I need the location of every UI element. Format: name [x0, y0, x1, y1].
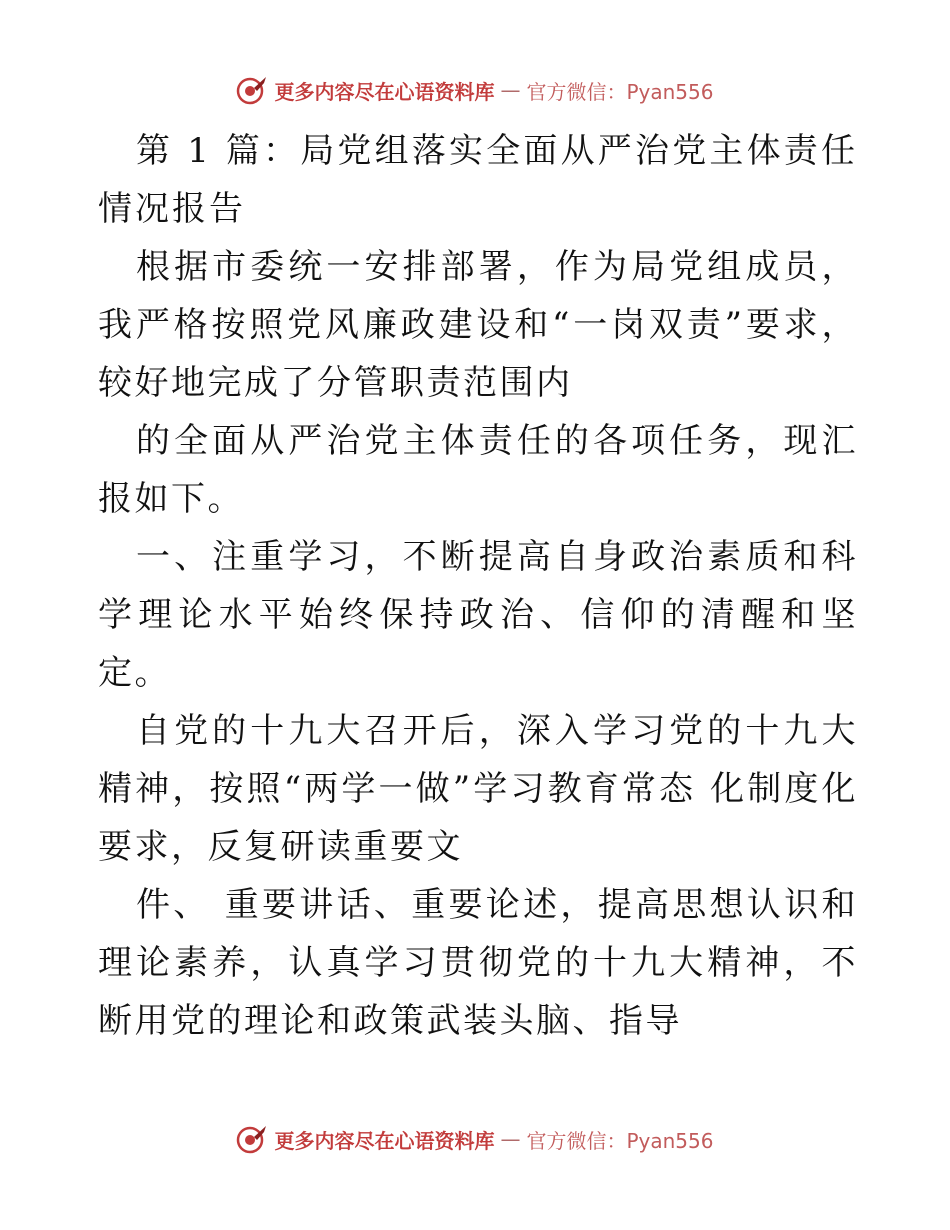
brand-logo-icon	[236, 74, 268, 106]
watermark-brand: 更多内容尽在心语资料库	[274, 79, 495, 104]
watermark-brand: 更多内容尽在心语资料库	[274, 1128, 495, 1153]
watermark-separator: —	[500, 1127, 521, 1151]
watermark-wechat: 官方微信：Pyan556	[526, 1128, 714, 1153]
watermark-wechat: 官方微信：Pyan556	[526, 79, 714, 104]
brand-logo-icon	[236, 1123, 268, 1155]
paragraph: 根据市委统一安排部署，作为局党组成员，我严格按照党风廉政建设和“一岗双责”要求，较好地完成了分管职责范围内	[98, 247, 858, 403]
paragraph: 的全面从严治党主体责任的各项任务，现汇报如下。	[98, 421, 858, 519]
footer-watermark	[0, 1119, 950, 1159]
paragraph: 件、 重要讲话、重要论述，提高思想认识和理论素养，认真学习贯彻党的十九大精神，不断用党的理论和政策武装头脑、指导	[98, 885, 858, 1041]
document-title: 第 1 篇：局党组落实全面从严治党主体责任情况报告	[98, 131, 858, 229]
paragraph: 一、注重学习，不断提高自身政治素质和科学理论水平始终保持政治、信仰的清醒和坚定。	[98, 537, 858, 693]
watermark-separator: —	[500, 78, 521, 102]
document-body	[98, 122, 858, 1050]
paragraph: 自党的十九大召开后，深入学习党的十九大精神，按照“两学一做”学习教育常态 化制度化要求，反复研读重要文	[98, 711, 858, 867]
header-watermark	[0, 70, 950, 110]
